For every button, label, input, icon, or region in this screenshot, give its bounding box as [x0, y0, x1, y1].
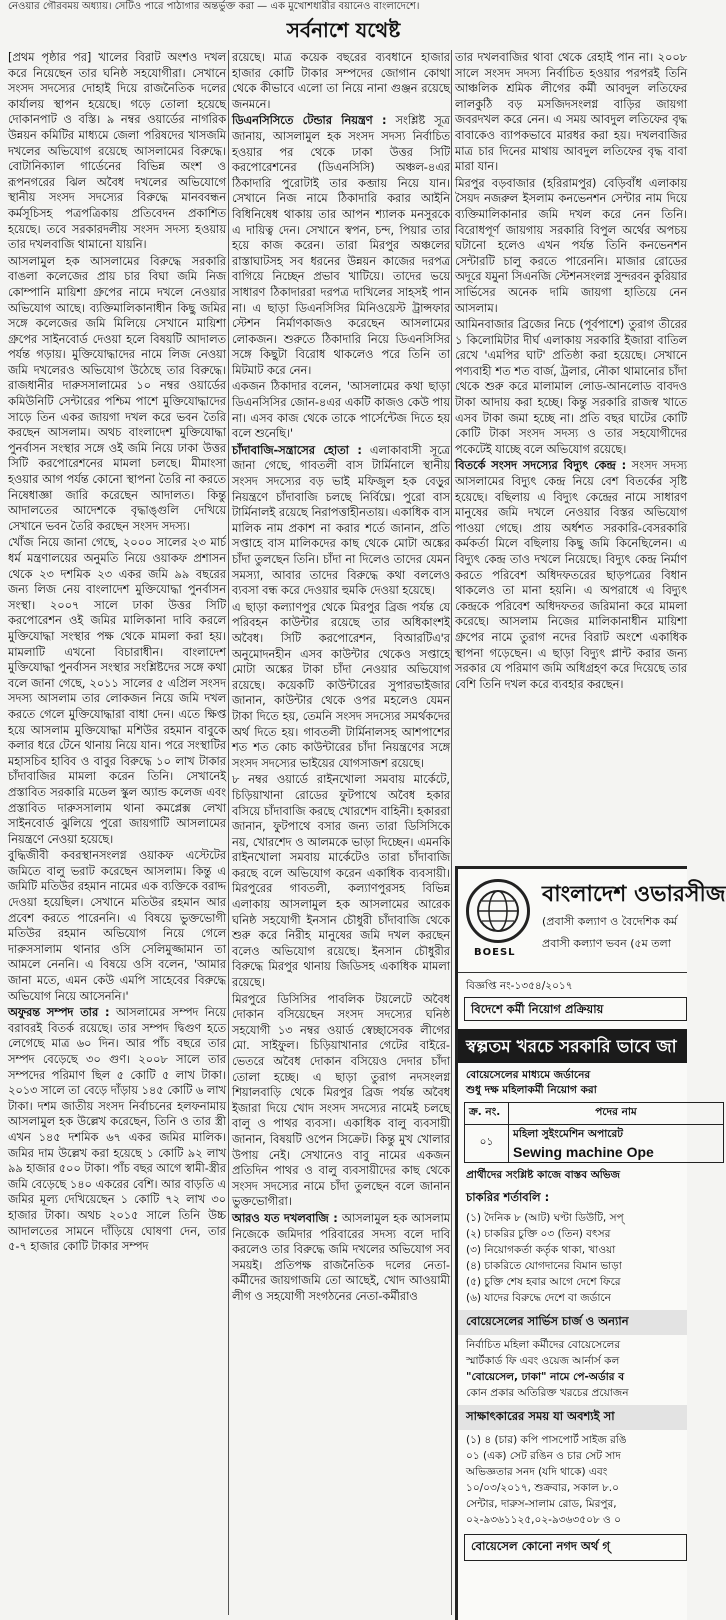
position-name-bn: মহিলা সুইংমেশিন অপারেট [513, 1128, 623, 1140]
paragraph-text: তার দখলবাজির থাবা থেকে রেহাই পান না। ২০০৮ সালে সংসদ সদস্য নির্বাচিত হওয়ার পরপরই তিনি আঞ্চলিক শ্রমিক লীগের কর্মী আবদুল লতিফের লালকুঠি বড় মসজিদসংলগ্ন বাড়ির জায়গা জবরদখল করে নেন। এ সময় আবদুল লতিফের বৃদ্ধ বাবাকেও ব্যাপকভাবে মারধর করা হয়। দখলবাজির মাত্র চার দিনের মাথায় আবদুল লতিফের বৃদ্ধ বাবা মারা যান। [455, 51, 687, 174]
paragraph-text: সংশ্লিষ্ট সূত্র জানায়, আসলামুল হক সংসদ সদস্য নির্বাচিত হওয়ার পর থেকে ঢাকা উত্তর সিটি করপোরেশনের (ডিএনসিসি) অঞ্চল-৪এর ঠিকাদারি পুরোটাই তার কব্জায় নিয়ে যান। সেখানে নিজ নামে ঠিকাদারি করার আইনি বিধিনিষেধ থাকায় তার আপন শ্যালক মনসুরকে এ দায়িত্ব দেন। সেখানে স্বপন, চন্দ, পিয়ার তার হয়ে কাজ করেন। তারা মিরপুর অঞ্চলের রাস্তাঘাটসহ সব ধরনের উন্নয়ন কাজের দরপত্র বাগিয়ে নিচ্ছেন প্রভাব খাটিয়ে। তাদের ভয়ে সাধারণ ঠিকাদাররা দরপত্র দাখিলের সাহসই পান না। এ ছাড়া ডিএনসিসির মিনিওয়েস্ট ট্রান্সফার স্টেশন নির্মাণকাজও করেছেন আসলামের লোকজন। শুরুতে ঠিকাদারি নিয়ে ডিএনসিসির সঙ্গে কিছুটা বিরোধ থাকলেও পরে তিনি তা মিটমাট করে নেন। [232, 114, 450, 377]
paragraph-text: মিরপুরে ডিসিসির পাবলিক টয়লেটে অবৈধ দোকান বসিয়েছেন সংসদ সদস্যের ঘনিষ্ঠ সহযোগী ১৩ নম্বর ওয়ার্ড স্বেচ্ছাসেবক লীগের মো. সাইফুল। চিড়িয়াখানার গেটের বাইরে-ভেতরে অবৈধ দোকান বসিয়েও দেদার চাঁদা তোলা হচ্ছে। এ ছাড়া তুরাগ নদসংলগ্ন শিয়ালবাড়ি থেকে মিরপুর ব্রিজ পর্যন্ত অবৈধ ইজারা দিয়ে খোদ সংসদ সদস্যের নামেই চলছে বালু ও পাথর ব্যবসা। একাধিক বালু ব্যবসায়ী জানান, বিষয়টি ওপেন সিক্রেট। কিন্তু মুখ খোলার উপায় নেই। সেখানেও বাবু নামের একজন প্রতিদিন পাথর ও বালু ব্যবসায়ীদের কাছ থেকে সংসদ সদস্যের নামে চাঁদা তুলছেন বলে জানান ভুক্তভোগীরা। [232, 992, 450, 1209]
paragraph-text: আসলামুল হক আসলামের বিরুদ্ধে সরকারি বাঙলা কলেজের প্রায় চার বিঘা জমি নিজ কোম্পানি মায়িশা গ্রুপের নামে দখলে নেওয়ার অভিযোগ আছে। ব্যক্তিমালিকানাধীন কিছু জমির সঙ্গে কলেজের জমি মিলিয়ে সেখানে মায়িশা গ্রুপের সাইনবোর্ড দেওয়া হলে বিষয়টি আদালত পর্যন্ত গড়ায়। মুক্তিযোদ্ধাদের নামে লিজ নেওয়া জমি দখলেরও অভিযোগ উঠেছে তার বিরুদ্ধে। রাজধানীর দারুসসালামের ১০ নম্বর ওয়ার্ডের কমিউনিটি সেন্টারের পশ্চিম পাশে মুক্তিযোদ্ধাদের সাড়ে তিন একর জায়গা দখল করে ভবন তৈরি করছেন আসলাম। অথচ বাংলাদেশ মুক্তিযোদ্ধা পুনর্বাসন সংস্থার সঙ্গে ওই জমি নিয়ে ঢাকা উত্তর সিটি করপোরেশনের মামলা চলছে। মীমাংসা হওয়ার আগ পর্যন্ত কোনো স্থাপনা তৈরি না করতে নিষেধাজ্ঞা জারি করেছেন আদালত। কিন্তু আদালতের আদেশকে বৃদ্ধাঙ্গুলি দেখিয়ে সেখানে ভবন তৈরি করছেন সংসদ সদস্য। [8, 254, 226, 533]
list-item: অভিজ্ঞতার সনদ (যদি থাকে) এবং [466, 1466, 608, 1478]
article-column-1 [8, 50, 226, 1615]
paragraph [232, 50, 450, 112]
list-item: (৪) চাকরিতে যোগদানের বিমান ভাড়া [466, 1260, 622, 1272]
paragraph [8, 1005, 226, 1255]
paragraph [232, 600, 450, 772]
ad-banner: স্বল্পতম খরচে সরকারি ভাবে জা [458, 1029, 687, 1063]
list-item: (১) ৪ (চার) কপি পাসপোর্ট সাইজ রঙি [466, 1434, 627, 1446]
table-header: পদের নাম [509, 1103, 724, 1125]
paragraph [455, 458, 687, 692]
ad-header [458, 869, 726, 973]
paragraph [8, 50, 226, 253]
ad-intro [458, 1063, 687, 1098]
ad-footer-box: বোয়েসেল কোনো নগদ অর্থ গ্ [464, 1534, 687, 1561]
article-column-2 [232, 50, 450, 1615]
applicant-note: প্রার্থীদের সংশ্লিষ্ট কাজে বাস্তব অভিজ [466, 1169, 621, 1181]
paragraph-text: মিরপুর বড়বাজার (হরিরামপুর) বেড়িবাঁধ এলাকায় সৈয়দ নজরুল ইসলাম কনভেনশন সেন্টার নাম দিয়ে ব্যক্তিমালিকানার জমি দখল করে নেন তিনি। বিরোধপূর্ণ জায়গায় সরকারি বিপুল অর্থের অপচয় ঘটানো হলেও এখন পর্যন্ত তিনি কনভেনশন সেন্টারটি চালু করতে পারেননি। মাজার রোডের অদূরে যমুনা সিএনজি স্টেশনসংলগ্ন সুন্দরবন কুরিয়ার সার্ভিসের অনেক দামি জায়গা হাতিয়ে নেন আসলাম। [455, 176, 687, 315]
list-item: ০১ (এক) সেট রঙিন ও চার সেট সাদ [466, 1450, 621, 1462]
paragraph [8, 254, 226, 535]
interview-list [458, 1430, 687, 1528]
paragraph-text: রয়েছে। মাত্র কয়েক বছরের ব্যবধানে হাজার হাজার কোটি টাকার সম্পদের জোগান কোথা থেকে কীভাবে এলো তা নিয়ে নানা গুঞ্জন রয়েছে জনমনে। [232, 51, 450, 111]
subheading: ডিএনসিসিতে টেন্ডার নিয়ন্ত্রণ : [232, 114, 387, 128]
paragraph [232, 772, 450, 990]
paragraph [8, 535, 226, 847]
paragraph [232, 1211, 450, 1305]
ad-address: প্রবাসী কল্যাণ ভবন (৫ম তলা [542, 937, 671, 950]
intro-line: শুধু দক্ষ মহিলাকর্মী নিয়োগ করা [466, 1084, 597, 1096]
headline: সর্বনাশে যথেষ্ট [286, 18, 401, 42]
list-item: স্মার্টকার্ড ফি এবং ওয়েজ আর্নার্স কল [466, 1355, 620, 1367]
service-charge-list [458, 1335, 687, 1401]
boesl-logo-icon [466, 879, 530, 943]
column-rule [451, 50, 452, 1615]
intro-line: বোয়েসেলের মাধ্যমে জর্ডানের [466, 1069, 591, 1081]
table-cell [509, 1125, 724, 1163]
table-header-row [465, 1103, 724, 1125]
paragraph-text: এলাকাবাসী সূত্রে জানা গেছে, গাবতলী বাস টার্মিনালে স্থানীয় সংসদ সদস্যের বড় ভাই মফিজুল হক বেড়ুর নিয়ন্ত্রণে চাঁদাবাজি চলছে নির্বিঘ্নে। পুরো বাস টার্মিনালই রয়েছে নিরাপত্তাহীনতায়। একাধিক বাস মালিক নাম প্রকাশ না করার শর্তে জানান, প্রতি সপ্তাহে বাস মালিকদের কাছ থেকে মোটা অঙ্কের চাঁদা তুলছেন তিনি। চাঁদা না দিলেও তাদের যেমন সমস্যা, আবার তাদের বিরুদ্ধে কথা বললেও ব্যবসা বন্ধ করে দেওয়ার হুমকি দেওয়া হয়েছে। [232, 443, 450, 598]
table-cell: ০১ [465, 1125, 509, 1163]
paragraph [232, 992, 450, 1210]
paragraph [232, 113, 450, 378]
paragraph [455, 176, 687, 316]
logo-text: BOESL [474, 947, 516, 958]
position-table [464, 1102, 724, 1163]
paragraph-text: একজন ঠিকাদার বলেন, 'আসলামের কথা ছাড়া ডিএনসিসির জোন-৪এর একটি কাজও কেউ পায় না। এসব কাজ থেকে তাকে পার্সেন্টেজ দিতে হয় বলে শুনেছি।' [232, 380, 450, 441]
paragraph-text: আসলামুল হক আসলাম নিজেকে জমিদার পরিবারের সদস্য বলে দাবি করলেও তার বিরুদ্ধে জমি দখলের অভিযোগ সব সময়ই। প্রতিপক্ষ রাজনৈতিক দলের নেতা-কর্মীদের জায়গাজমি তো আছেই, খোদ আওয়ামী লীগ ও সহযোগী সংগঠনের নেতা-কর্মীরাও [232, 1211, 450, 1303]
paragraph [232, 443, 450, 599]
ad-title: বাংলাদেশ ওভারসীজ [542, 882, 726, 907]
subheading: চাঁদাবাজি-সন্ত্রাসের হোতা : [232, 443, 362, 457]
article-column-3 [455, 50, 687, 865]
list-item: ০২-৯৩৬১১২৫,০২-৯৩৬৩৫০৮ ও ০ [466, 1514, 621, 1526]
list-item: (১) দৈনিক ৮ (আট) ঘণ্টা ডিউটি, সপ্ [466, 1212, 624, 1224]
subheading: আরও যত দখলবাজি : [232, 1211, 338, 1225]
paragraph [232, 379, 450, 441]
list-item: (৩) নিয়োগকর্তা কর্তৃক থাকা, খাওয়া [466, 1244, 616, 1256]
paragraph-text: আমিনবাজার ব্রিজের নিচে (পূর্বপাশে) তুরাগ তীরের ১ কিলোমিটার দীর্ঘ এলাকায় সরকারি ইজারা বাতিল রেখে 'এমপির ঘাট' প্রতিষ্ঠা করা হয়েছে। সেখানে পণ্যবাহী শত শত বার্জ, ট্রলার, নৌকা থামানোর চাঁদা থেকে শুরু করে মালামাল লোড-আনলোড বাবদও টাকা আদায় করা হচ্ছে। কিন্তু সরকারি রাজস্ব খাতে এসব টাকা জমা হচ্ছে না। প্রতি বছর ঘাটের কোটি কোটি টাকা সংসদ সদস্য ও তার সহযোগীদের পকেটেই যাচ্ছে বলে অভিযোগ রয়েছে। [455, 318, 687, 456]
paragraph-text: খোঁজ নিয়ে জানা গেছে, ২০০০ সালের ২৩ মার্চ ধর্ম মন্ত্রণালয়ের অনুমতি নিয়ে ওয়াকফ প্রশাসন থেকে ২৩ দশমিক ২৩ একর জমি ৯৯ বছরের জন্য লিজ নেয় বাংলাদেশ মুক্তিযোদ্ধা পুনর্বাসন সংস্থা। ২০০৭ সালে ঢাকা উত্তর সিটি করপোরেশন ওই জমির মালিকানা দাবি করলে মুক্তিযোদ্ধা সংস্থার পক্ষ থেকে মামলা করা হয়। মামলাটি এখনো বিচারাধীন। বাংলাদেশ মুক্তিযোদ্ধা পুনর্বাসন সংস্থার সংশ্লিষ্টদের সঙ্গে কথা বলে জানা গেছে, ২০১১ সালের ৫ এপ্রিল সংসদ সদস্য আসলাম তার লোকজন নিয়ে জমি দখল করতে গেলে মুক্তিযোদ্ধারা বাধা দেন। এতে ক্ষিপ্ত হয়ে আসলাম মুক্তিযোদ্ধা মশিউর রহমান বাবুকে কলার ধরে টেনে থানায় নিয়ে যান। পরে সংস্থাটির মহাসচিব হাবিব ও বাবুর বিরুদ্ধে ১০ লাখ টাকার চাঁদাবাজির মামলা করেন তিনি। সেখানেই প্রস্তাবিত সরকারি মডেল স্কুল অ্যান্ড কলেজ এবং প্রস্তাবিত দারুসসালাম থানা কমপ্লেক্স লেখা সাইনবোর্ড ঝুলিয়ে পুরো জায়গাটি আসলামের নিয়ন্ত্রণে নেওয়া হয়েছে। [8, 536, 226, 846]
subheading: বিতর্কে সংসদ সদস্যের বিদ্যুৎ কেন্দ্র : [455, 459, 627, 473]
list-item: (৬) যাদের বিরুদ্ধে দেশে বা জর্ডানে [466, 1292, 611, 1304]
table-row [465, 1125, 724, 1163]
notice-number: বিজ্ঞপ্তি নং-১৩৫৪/২০১৭ [466, 980, 573, 992]
service-charge-heading: বোয়েসেলের সার্ভিস চার্জ ও অন্যান [458, 1310, 687, 1335]
ad-boxed-heading: বিদেশে কর্মী নিয়োগ প্রক্রিয়ায় [464, 997, 687, 1021]
interview-heading: সাক্ষাৎকারের সময় যা অবশ্যই সা [458, 1405, 687, 1430]
list-item: কোন প্রকার অতিরিক্ত খরচের প্রয়োজন [466, 1387, 629, 1399]
paragraph-text: এ ছাড়া কল্যাণপুর থেকে মিরপুর ব্রিজ পর্যন্ত যে পরিবহন কাউন্টার রয়েছে তার অধিকাংশই অবৈধ। সিটি করপোরেশন, বিআরটিএ'র অনুমোদনহীন এসব কাউন্টার থেকেও সপ্তাহে মোটা অঙ্কের টাকা চাঁদা নেওয়ার অভিযোগ রয়েছে। কয়েকটি কাউন্টারের সুপারভাইজার জানান, কাউন্টার থেকে ওপর মহলেও যেমন টাকা দিতে হয়, তেমনি সংসদ সদস্যের সমর্থকদের অর্থ দিতে হয়। গাবতলী টার্মিনালসহ আশপাশের শত শত কোচ কাউন্টারের চাঁদা নিয়ন্ত্রণের সঙ্গে সংসদ সদস্যের ভাইয়ের যোগসাজশ রয়েছে। [232, 600, 450, 770]
column-rule [228, 50, 229, 1615]
table-header: ক্র. নং. [465, 1103, 509, 1125]
top-strip: নেওয়ার গৌরবময় অধ্যায়। সেটিও পারে পাঠাগার অন্তর্ভুক্ত করা — এক মুখোশধারীর বয়ানেও বাংলাদেশে। [8, 1, 420, 12]
list-item: "বোয়েসেল, ঢাকা" নামে পে-অর্ডার ব [466, 1371, 625, 1383]
subheading: অফুরন্ত সম্পদ তার : [8, 1006, 110, 1020]
paragraph-text: [প্রথম পৃষ্ঠার পর] খালের বিরাট অংশও দখল করে নিয়েছেন তার ঘনিষ্ঠ সহযোগীরা। সেখানে সংসদ সদস্যের দোহাই দিয়ে রাজনৈতিক দলের কার্যালয় স্থাপন হয়েছে। গড়ে তোলা হয়েছে দোকানপাট ও বস্তি। ৯ নম্বর ওয়ার্ডের নাগরিক উন্নয়ন কমিটির মাধ্যমে জেলা পরিষদের খাসজমি দখলের অভিযোগ রয়েছে আসলামের বিরুদ্ধে। বোটানিক্যাল গার্ডেনের বিভিন্ন অংশ ও রূপনগরের ঝিল অবৈধ দখলের অভিযোগে স্থানীয় সংসদ সদস্যের বিরুদ্ধে মানববন্ধন কর্মসূচিসহ পত্রপত্রিকায় প্রতিবেদন প্রকাশিত হয়েছে। তবে সরকারদলীয় সংসদ সদস্য হওয়ায় তার দখলবাজি থামানো যায়নি। [8, 51, 226, 252]
paragraph [8, 848, 226, 1004]
list-item: (৫) চুক্তি শেষ হবার আগে দেশে ফিরে [466, 1276, 621, 1288]
paragraph-text: ৮ নম্বর ওয়ার্ডে রাইনখোলা সমবায় মার্কেটে, চিড়িয়াখানা রোডের ফুটপাথে অবৈধ হকার বসিয়ে চাঁদাবাজি করছে খোরশেদ বাহিনী। হকাররা জানান, ফুটপাথে বসার জন্য তারা ডিসিসিকে নয়, খোরশেদ ও আলমকে ভাড়া দিচ্ছেন। এমনকি রাইনখোলা সমবায় মার্কেটেও তারা চাঁদাবাজি করছে বলে অভিযোগ করেন একাধিক ব্যবসায়ী। মিরপুরের গাবতলী, কল্যাণপুরসহ বিভিন্ন এলাকায় আসলামুল হক আসলামের আরেক ঘনিষ্ঠ সহযোগী ইনসান চৌধুরী চাঁদাবাজি থেকে শুরু করে নিরীহ মানুষের জমি দখল করছেন বলেও অভিযোগ রয়েছে। ইনসান চৌধুরীর বিরুদ্ধে মিরপুর থানায় জিডিসহ একাধিক মামলা রয়েছে। [232, 773, 450, 990]
terms-list [458, 1210, 687, 1306]
list-item: নির্বাচিত মহিলা কর্মীদের বোয়েসেলের [466, 1339, 621, 1351]
paragraph-text: বুদ্ধিজীবী কবরস্থানসংলগ্ন ওয়াকফ এস্টেটের জমিতে বালু ভরাট করেছেন আসলাম। কিন্তু এ জমিটি মতিউর রহমান নামের এক ব্যক্তিকে বরাদ্দ দেওয়া হয়েছিল। সেখানে মতিউর রহমান আর প্রবেশ করতে পারেননি। এ বিষয়ে ভুক্তভোগী মতিউর রহমান অভিযোগ নিয়ে গেলে দারুসসালাম থানার ওসি সেলিমুজ্জামান তা আমলে নেননি। এ বিষয়ে ওসি বলেন, 'আমার জানা মতে, এমন কেউ এমপি সাহেবের বিরুদ্ধে অভিযোগ নিয়ে আসেননি।' [8, 849, 226, 1003]
paragraph [455, 50, 687, 175]
paragraph-text: সংসদ সদস্য আসলামের বিদ্যুৎ কেন্দ্র নিয়ে বেশ বিতর্কের সৃষ্টি হয়েছে। বছিলায় এ বিদ্যুৎ কেন্দ্রের নামে সাধারণ মানুষের জমি দখলে নেওয়ার বিস্তর অভিযোগ পাওয়া গেছে। প্রায় অর্ধশত সরকারি-বেসরকারি কর্মকর্তা মিলে বছিলায় কিছু জমি কিনেছিলেন। এ বিদ্যুৎ কেন্দ্র তাও দখলে নিয়েছে। বিদ্যুৎ কেন্দ্র নির্মাণ করতে পরিবেশ অধিদফতরের ছাড়পত্রের বিধান থাকলেও তা মানা হয়নি। এ অপরাধে এ বিদ্যুৎ কেন্দ্রকে পরিবেশ অধিদফতর জরিমানা করে মামলা করেছে। আসলাম নিজের মালিকানাধীন মায়িশা গ্রুপের নামে তুরাগ নদের বিরাট অংশে একাধিক স্থাপনা গড়েছেন। এ ছাড়া বিদ্যুৎ প্লান্ট করার জন্য সরকার যে পরিমাণ জমি অধিগ্রহণ করে দিয়েছে তার বেশি তিনি দখল করে ব্যবহার করছেন। [455, 459, 687, 691]
position-name-en: Sewing machine Ope [513, 1144, 654, 1160]
paragraph [455, 317, 687, 457]
list-item: সেন্টার, দারুস-সালাম রোড, মিরপুর, [466, 1498, 617, 1510]
ad-subtitle: (প্রবাসী কল্যাণ ও বৈদেশিক কর্ম [542, 915, 678, 928]
terms-heading: চাকরির শর্তাবলি : [466, 1190, 550, 1204]
paragraph-text: আসলামের সম্পদ নিয়ে বরাবরই বিতর্ক রয়েছে। তার সম্পদ দ্বিগুণ হতে লেগেছে মাত্র ৬০ দিন। আর পাঁচ বছরে তার সম্পদ বেড়েছে ৩০ গুণ। ২০০৮ সালে তার সম্পদের পরিমাণ ছিল ৫ কোটি ৫ লাখ টাকা। ২০১৩ সালে তা বেড়ে দাঁড়ায় ১৪৫ কোটি ৬ লাখ টাকা। দশম জাতীয় সংসদ নির্বাচনের হলফনামায় আসলামুল হক উল্লেখ করেছেন, তিনি ও তার স্ত্রী এখন ১৪৫ দশমিক ৬৭ একর জমির মালিক। জমির দাম উল্লেখ করা হয়েছে ১ কোটি ৯২ লাখ ৯৯ হাজার ৫০০ টাকা। পাঁচ বছর আগে স্বামী-স্ত্রীর জমি বেড়েছে ১৪০ একরের বেশি। আর বাড়তি এ জমির মূল্য দেখিয়েছেন ১ কোটি ৭২ লাখ ৩০ হাজার টাকা। অথচ ২০১৫ সালে তিনি উচ্চ আদালতের সামনে দাঁড়িয়ে ঘোষণা দেন, তার ৫-৭ হাজার কোটি টাকার সম্পদ [8, 1006, 226, 1254]
job-advertisement [455, 866, 726, 1620]
list-item: (২) চাকরির চুক্তি ০৩ (তিন) বৎসর [466, 1228, 611, 1240]
list-item: ১০/০৩/২০১৭, শুক্রবার, সকাল ৮.০ [466, 1482, 619, 1494]
